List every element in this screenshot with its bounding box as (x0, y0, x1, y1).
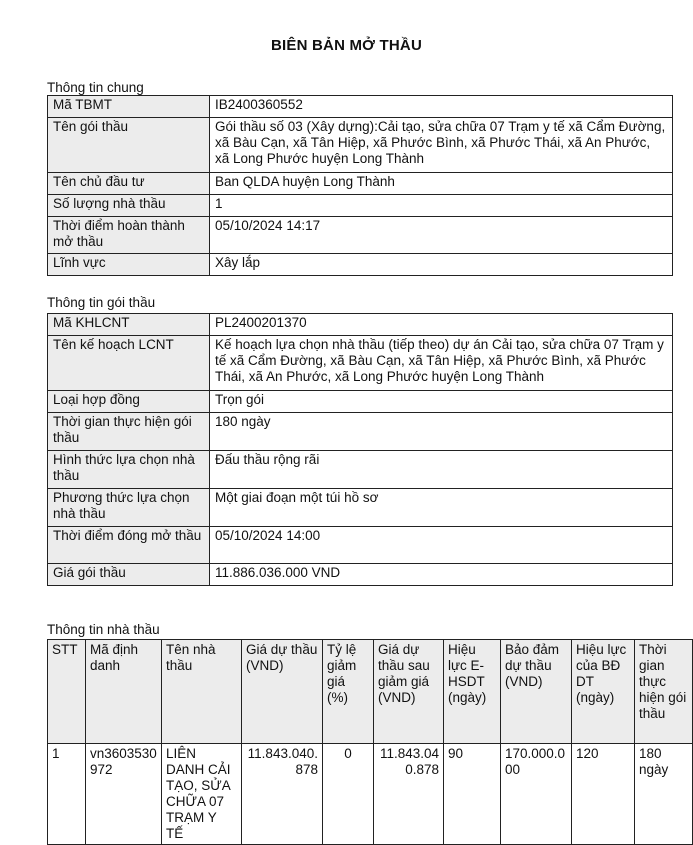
column-header: STT (48, 640, 86, 744)
package-info-heading: Thông tin gói thầu (47, 295, 156, 310)
table-row (48, 564, 673, 586)
general-info-table (47, 95, 673, 276)
tbmt-code: IB2400360552 (210, 96, 673, 118)
contract-type: Trọn gói (210, 391, 673, 413)
bidder-id: vn3603530972 (86, 744, 162, 845)
row-number: 1 (48, 744, 86, 845)
table-row (48, 451, 673, 489)
column-header: Hiệu lực E-HSDT (ngày) (444, 640, 501, 744)
column-header: Tỷ lệ giảm giá (%) (323, 640, 374, 744)
bid-price-after-discount: 11.843.040.878 (374, 744, 444, 845)
investor-name: Ban QLDA huyện Long Thành (210, 173, 673, 195)
label-cell: Tên chủ đầu tư (48, 173, 210, 195)
label-cell: Thời điểm hoàn thành mở thầu (48, 217, 210, 254)
table-row (48, 336, 673, 391)
column-header: Giá dự thầu sau giảm giá (VND) (374, 640, 444, 744)
table-row (48, 391, 673, 413)
plan-code: PL2400201370 (210, 314, 673, 336)
table-row (48, 195, 673, 217)
general-info-heading: Thông tin chung (47, 80, 144, 95)
field: Xây lắp (210, 254, 673, 276)
discount-rate: 0 (323, 744, 374, 845)
table-row (48, 254, 673, 276)
column-header: Thời gian thực hiện gói thầu (635, 640, 693, 744)
column-header: Hiệu lực của BĐ DT (ngày) (572, 640, 635, 744)
bid-security: 170.000.000 (501, 744, 572, 845)
package-info-table (47, 313, 673, 586)
table-header-row (48, 640, 693, 744)
selection-form: Đấu thầu rộng rãi (210, 451, 673, 489)
opening-completed-time: 05/10/2024 14:17 (210, 217, 673, 254)
table-row (48, 744, 693, 845)
bidder-info-heading: Thông tin nhà thầu (47, 622, 160, 637)
label-cell: Giá gói thầu (48, 564, 210, 586)
label-cell: Số lượng nhà thầu (48, 195, 210, 217)
label-cell: Phương thức lựa chọn nhà thầu (48, 489, 210, 527)
selection-method: Một giai đoạn một túi hồ sơ (210, 489, 673, 527)
table-row (48, 489, 673, 527)
label-cell: Mã KHLCNT (48, 314, 210, 336)
bid-price: 11.843.040.878 (242, 744, 323, 845)
label-cell: Tên kế hoạch LCNT (48, 336, 210, 391)
bidder-name: LIÊN DANH CẢI TẠO, SỬA CHỮA 07 TRẠM Y TẾ (162, 744, 242, 845)
label-cell: Mã TBMT (48, 96, 210, 118)
column-header: Bảo đảm dự thầu (VND) (501, 640, 572, 744)
label-cell: Lĩnh vực (48, 254, 210, 276)
security-validity: 120 (572, 744, 635, 845)
column-header: Tên nhà thầu (162, 640, 242, 744)
table-row (48, 413, 673, 451)
execution-duration: 180 ngày (635, 744, 693, 845)
table-row (48, 527, 673, 564)
document-title: BIÊN BẢN MỞ THẦU (271, 37, 422, 54)
label-cell: Thời điểm đóng mở thầu (48, 527, 210, 564)
package-price: 11.886.036.000 VND (210, 564, 673, 586)
table-row (48, 118, 673, 173)
table-row (48, 96, 673, 118)
label-cell: Tên gói thầu (48, 118, 210, 173)
table-row (48, 314, 673, 336)
bidder-table (47, 639, 693, 845)
package-name: Gói thầu số 03 (Xây dựng):Cải tạo, sửa chữa 07 Trạm y tế xã Cẩm Đường, xã Bàu Cạn, xã Tân Hiệp, xã Phước Bình, xã Phước Thái, xã An Phước, xã Long Phước huyện Long Thành (210, 118, 673, 173)
label-cell: Thời gian thực hiện gói thầu (48, 413, 210, 451)
closing-time: 05/10/2024 14:00 (210, 527, 673, 564)
plan-name: Kế hoạch lựa chọn nhà thầu (tiếp theo) dự án Cải tạo, sửa chữa 07 Trạm y tế xã Cẩm Đường, xã Bàu Cạn, xã Tân Hiệp, xã Phước Bình, xã Phước Thái, xã An Phước, xã Long Phước huyện Long Thành (210, 336, 673, 391)
bidder-count: 1 (210, 195, 673, 217)
table-row (48, 217, 673, 254)
ehsdt-validity: 90 (444, 744, 501, 845)
label-cell: Hình thức lựa chọn nhà thầu (48, 451, 210, 489)
label-cell: Loại hợp đồng (48, 391, 210, 413)
column-header: Mã định danh (86, 640, 162, 744)
column-header: Giá dự thầu (VND) (242, 640, 323, 744)
execution-time: 180 ngày (210, 413, 673, 451)
table-row (48, 173, 673, 195)
